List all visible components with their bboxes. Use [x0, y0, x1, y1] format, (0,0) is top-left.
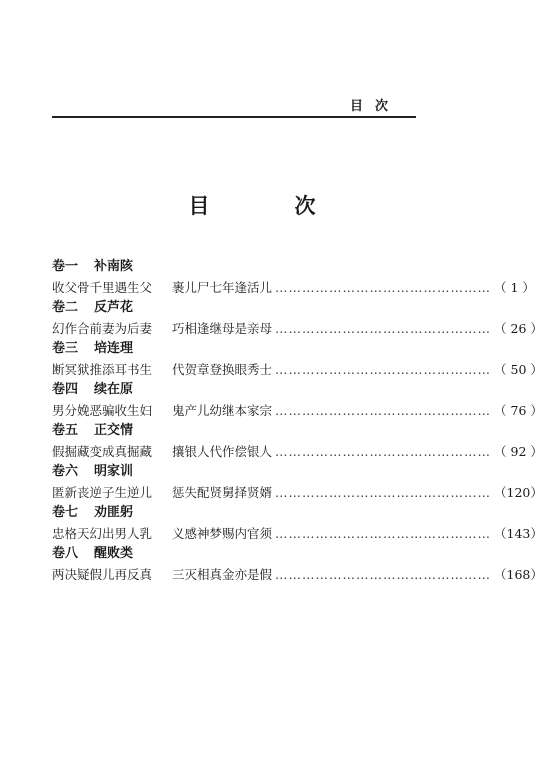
volume-title: 培连理	[94, 341, 134, 356]
dot-leader: …………………………………………	[275, 279, 492, 295]
entry-line-2: 攘银人代作偿银人	[172, 443, 273, 459]
dot-leader: …………………………………………	[275, 566, 492, 582]
volume-title: 反芦花	[94, 300, 134, 315]
toc-entry[interactable]	[52, 524, 543, 545]
volume-number: 卷六	[52, 464, 79, 479]
volume-number: 卷二	[52, 300, 79, 315]
page-number: （ 50 ）	[494, 361, 543, 377]
entry-line-2: 裹儿尸七年逢活儿	[172, 279, 273, 295]
page-title: 目 次	[188, 193, 348, 218]
volume-heading	[52, 462, 422, 483]
page-number: （120）	[494, 484, 543, 500]
entry-line-1: 忠格天幻出男人乳	[52, 525, 153, 541]
entry-line-2: 三灭相真金亦是假	[172, 566, 273, 582]
volume-title: 补南陔	[94, 259, 134, 274]
volume-title: 正交情	[94, 423, 134, 438]
volume-title: 劝匪躬	[94, 505, 134, 520]
page-number: （ 26 ）	[494, 320, 543, 336]
toc-entry[interactable]	[52, 319, 543, 340]
entry-line-1: 男分娩恶骗收生妇	[52, 402, 153, 418]
volume-title: 醒败类	[94, 546, 134, 561]
volume-heading	[52, 380, 422, 401]
page-number: （ 76 ）	[494, 402, 543, 418]
toc-entry[interactable]	[52, 442, 543, 463]
volume-title: 明家训	[94, 464, 134, 479]
volume-number: 卷八	[52, 546, 79, 561]
dot-leader: …………………………………………	[275, 484, 492, 500]
volume-heading	[52, 298, 422, 319]
dot-leader: …………………………………………	[275, 525, 492, 541]
entry-line-2: 代贺章登换眼秀士	[172, 361, 273, 377]
entry-line-1: 幻作合前妻为后妻	[52, 320, 153, 336]
volume-heading	[52, 257, 422, 278]
volume-heading	[52, 544, 422, 565]
page-number: （168）	[494, 566, 543, 582]
toc-entry[interactable]	[52, 483, 543, 504]
toc-entry[interactable]	[52, 401, 543, 422]
entry-line-1: 两决疑假儿再反真	[52, 566, 153, 582]
entry-line-2: 鬼产儿幼继本家宗	[172, 402, 273, 418]
dot-leader: …………………………………………	[275, 361, 492, 377]
entry-line-1: 断冥狱推添耳书生	[52, 361, 153, 377]
toc-entry[interactable]	[52, 565, 543, 586]
dot-leader: …………………………………………	[275, 443, 492, 459]
volume-heading	[52, 339, 422, 360]
entry-line-1: 假掘藏变成真掘藏	[52, 443, 153, 459]
dot-leader: …………………………………………	[275, 320, 492, 336]
dot-leader: …………………………………………	[275, 402, 492, 418]
toc-entry[interactable]	[52, 278, 535, 299]
volume-number: 卷七	[52, 505, 79, 520]
toc-entry[interactable]	[52, 360, 543, 381]
volume-title: 续在原	[94, 382, 134, 397]
entry-line-2: 义感神梦赐内官须	[172, 525, 273, 541]
running-header-title: 目次	[349, 99, 400, 114]
page-number: （ 92 ）	[494, 443, 543, 459]
volume-number: 卷三	[52, 341, 79, 356]
entry-line-2: 惩失配贤舅择贤婿	[172, 484, 273, 500]
entry-line-2: 巧相逢继母是亲母	[172, 320, 273, 336]
entry-line-1: 匿新丧逆子生逆儿	[52, 484, 153, 500]
volume-heading	[52, 503, 422, 524]
volume-number: 卷一	[52, 259, 79, 274]
page-number: （143）	[494, 525, 543, 541]
page-number: （ 1 ）	[494, 279, 535, 295]
volume-number: 卷四	[52, 382, 79, 397]
entry-line-1: 收父骨千里遇生父	[52, 279, 153, 295]
volume-number: 卷五	[52, 423, 79, 438]
volume-heading	[52, 421, 422, 442]
table-of-contents	[52, 257, 543, 585]
header-rule	[52, 116, 416, 118]
